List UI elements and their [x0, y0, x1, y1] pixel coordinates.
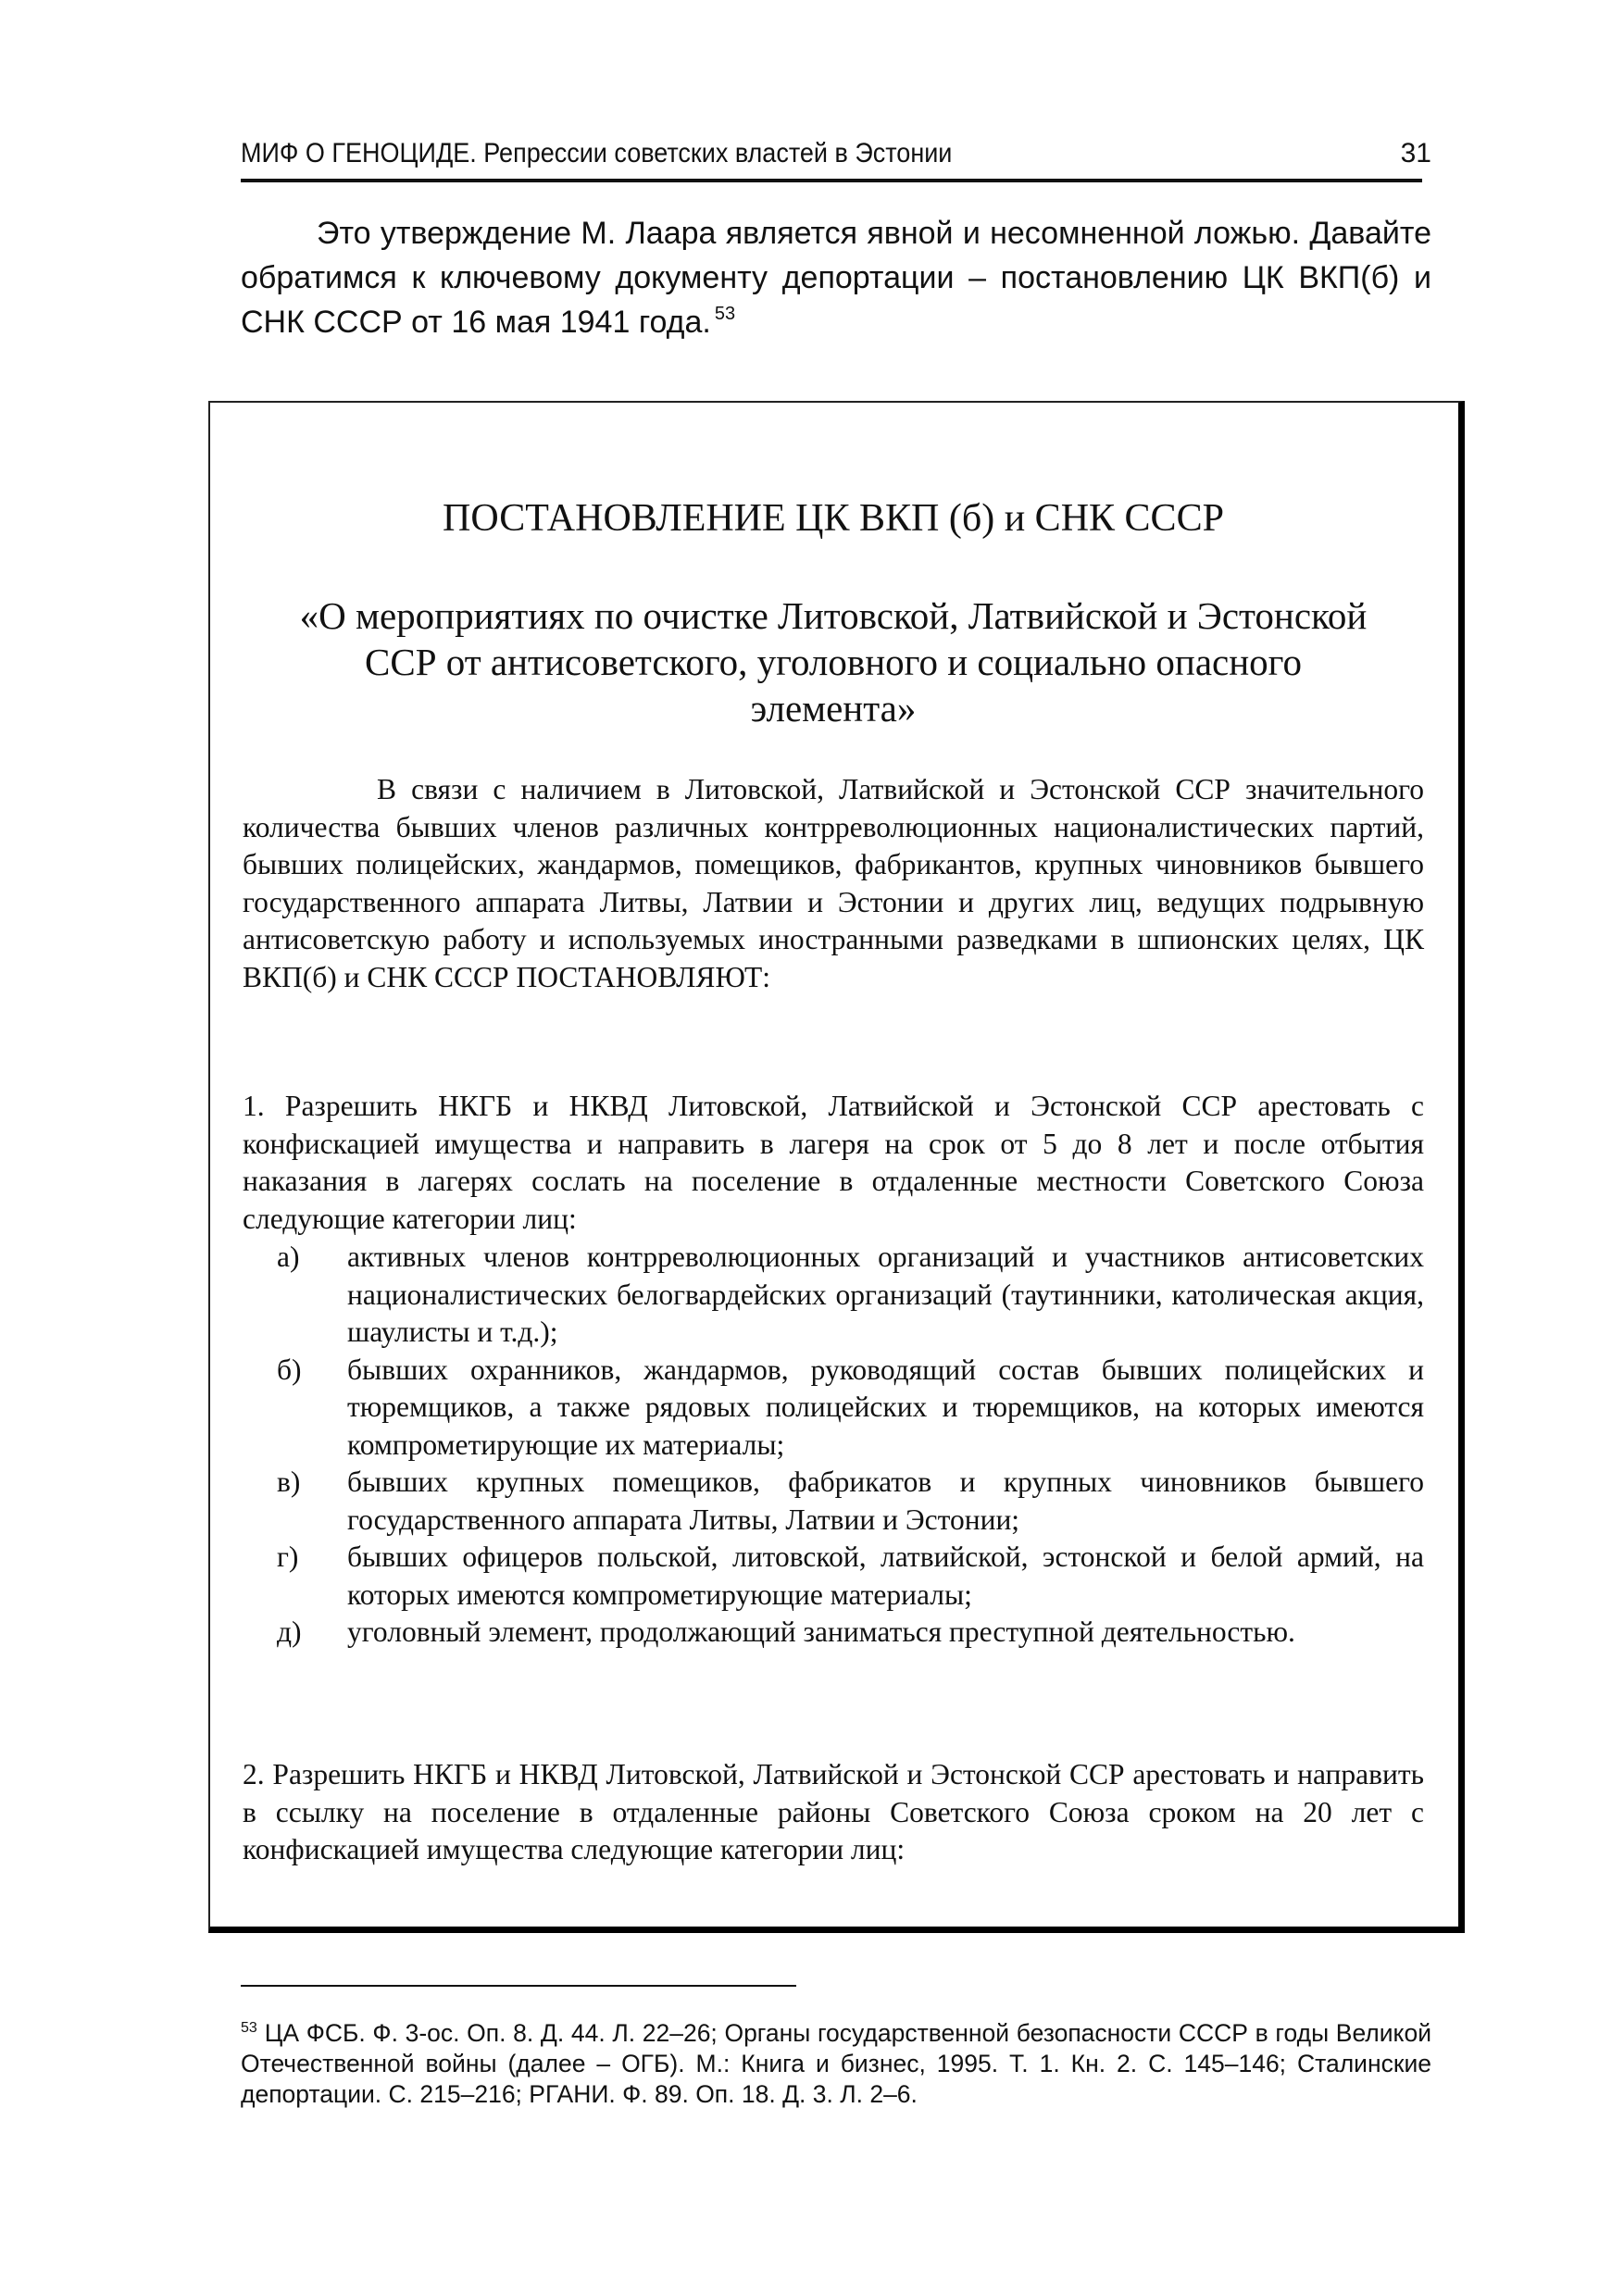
list-item	[243, 1614, 1424, 1652]
footnote-separator	[241, 1985, 796, 1987]
list-marker: б)	[277, 1353, 302, 1386]
document-subtitle: «О мероприятиях по очистке Литовской, Латвийской и Эстонской ССР от антисоветского, уголовного и социально опасного элемента»	[299, 594, 1368, 730]
list-item	[243, 1352, 1424, 1465]
document-preamble: В связи с наличием в Литовской, Латвийской и Эстонской ССР значительного количества бывших членов различных контрреволюционных националистических партий, бывших полицейских, жандармов, помещиков, фабрикантов, крупных чиновников бывшего государственного аппарата Литвы, Латвии и Эстонии и других лиц, ведущих подрывную антисоветскую работу и используемых иностранными разведками в шпионских целях, ЦК ВКП(б) и СНК СССР ПОСТАНОВЛЯЮТ:	[243, 773, 1424, 993]
document-point-2: 2. Разрешить НКГБ и НКВД Литовской, Латвийской и Эстонской ССР арестовать и направить в ссылку на поселение в отдаленные районы Советского Союза сроком на 20 лет с конфискацией имущества следующие категории лиц:	[243, 1758, 1424, 1865]
list-item	[243, 1464, 1424, 1539]
intro-text: Это утверждение М. Лаара является явной и несомненной ложью. Давайте обратимся к ключевому документу депортации – постановлению ЦК ВКП(б) и СНК СССР от 16 мая 1941 года.	[241, 216, 1431, 340]
list-item-text: активных членов контрреволюционных организаций и участников антисоветских националистических белогвардейских организаций (таутинники, католическая акция, шаулисты и т.д.);	[347, 1241, 1424, 1348]
running-header	[241, 135, 1431, 172]
list-marker: д)	[277, 1615, 302, 1648]
document-box	[208, 401, 1465, 1933]
list-item	[243, 1239, 1424, 1352]
document-point-1: 1. Разрешить НКГБ и НКВД Литовской, Латвийской и Эстонской ССР арестовать с конфискацией имущества и направить в лагеря на срок от 5 до 8 лет и после отбытия наказания в лагерях сослать на поселение в отдаленные местности Советского Союза следующие категории лиц:	[243, 1090, 1424, 1235]
list-item-text: бывших офицеров польской, литовской, латвийской, эстонской и белой армий, на которых имеются компрометирующие материалы;	[347, 1540, 1424, 1611]
categories-list	[243, 1239, 1424, 1652]
document-title: ПОСТАНОВЛЕНИЕ ЦК ВКП (б) и СНК СССР	[443, 497, 1224, 540]
list-marker: г)	[277, 1540, 299, 1573]
running-title: МИФ О ГЕНОЦИДЕ. Репрессии советских властей в Эстонии	[241, 138, 953, 168]
list-item-text: уголовный элемент, продолжающий заниматься преступной деятельностью.	[347, 1615, 1295, 1648]
intro-paragraph	[241, 211, 1431, 344]
footnote	[241, 2018, 1431, 2110]
footnote-number: 53	[241, 2020, 257, 2036]
list-marker: в)	[277, 1466, 301, 1498]
list-item	[243, 1539, 1424, 1614]
footnote-text: ЦА ФСБ. Ф. 3-ос. Оп. 8. Д. 44. Л. 22–26; Органы государственной безопасности СССР в годы Великой Отечественной войны (далее – ОГБ). М.: Книга и бизнес, 1995. Т. 1. Кн. 2. С. 145–146; Сталинские депортации. С. 215–216; РГАНИ. Ф. 89. Оп. 18. Д. 3. Л. 2–6.	[241, 2019, 1431, 2108]
list-marker: а)	[277, 1241, 300, 1273]
list-item-text: бывших охранников, жандармов, руководящий состав бывших полицейских и тюремщиков, а также рядовых полицейских и тюремщиков, на которых имеются компрометирующие их материалы;	[347, 1353, 1424, 1461]
footnote-reference: 53	[714, 304, 736, 324]
list-item-text: бывших крупных помещиков, фабрикатов и крупных чиновников бывшего государственного аппарата Литвы, Латвии и Эстонии;	[347, 1466, 1424, 1536]
page-number: 31	[1400, 138, 1431, 168]
header-rule	[241, 179, 1422, 182]
